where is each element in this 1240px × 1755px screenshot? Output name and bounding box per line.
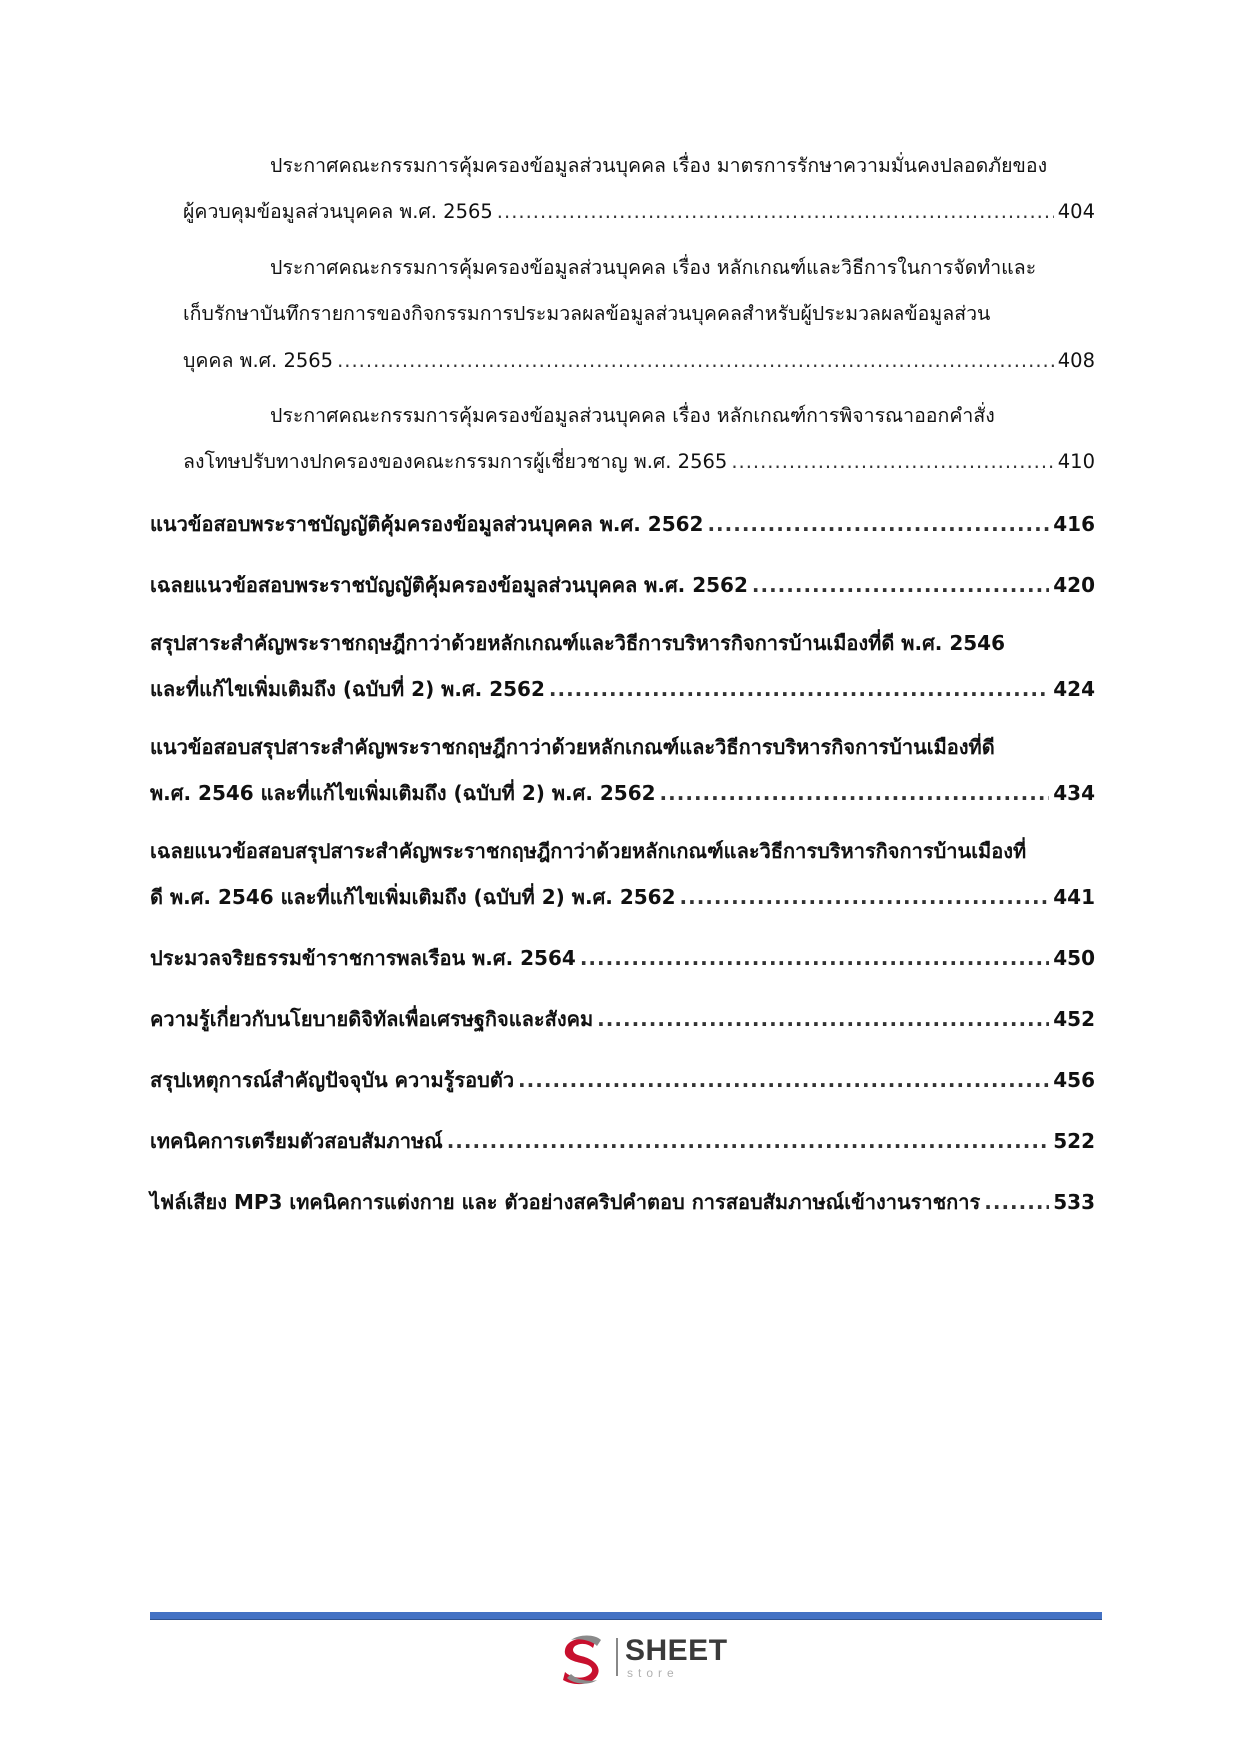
sheet-store-logo: [555, 1632, 728, 1688]
toc-entry-line: [150, 731, 1095, 771]
toc-entry-leader-line: [150, 942, 1095, 982]
toc-entry-leader-line: [183, 345, 1095, 385]
toc-entry-text: แนวข้อสอบพระราชบัญญัติคุ้มครองข้อมูลส่วนบุคคล พ.ศ. 2562: [150, 512, 704, 536]
dot-leader: [597, 1007, 1049, 1031]
toc-entry-text: ความรู้เกี่ยวกับนโยบายดิจิทัลเพื่อเศรษฐกิจและสังคม: [150, 1007, 594, 1031]
logo-brand: SHEET: [625, 1634, 728, 1667]
dot-leader: [549, 677, 1049, 701]
toc-entry-text: เก็บรักษาบันทึกรายการของกิจกรรมการประมวลผลข้อมูลส่วนบุคคลสำหรับผู้ประมวลผลข้อมูลส่วน: [183, 302, 991, 325]
toc-page-number: 441: [1053, 885, 1095, 909]
logo-brand-sub: store: [627, 1666, 679, 1680]
toc-entry-leader-line: [150, 1186, 1095, 1226]
toc-page-number: 450: [1053, 946, 1095, 970]
toc-entry-text: สรุปเหตุการณ์สำคัญปัจจุบัน ความรู้รอบตัว: [150, 1068, 515, 1092]
logo-separator: [616, 1638, 618, 1676]
dot-leader: [707, 512, 1049, 536]
toc-entry-text: ผู้ควบคุมข้อมูลส่วนบุคคล พ.ศ. 2565: [183, 200, 493, 223]
toc-page-number: 533: [1053, 1190, 1095, 1214]
toc-page-number: 522: [1053, 1129, 1095, 1153]
toc-entry-leader-line: [150, 1064, 1095, 1104]
dot-leader: [680, 885, 1050, 909]
toc-entry-text: ดี พ.ศ. 2546 และที่แก้ไขเพิ่มเติมถึง (ฉบับที่ 2) พ.ศ. 2562: [150, 885, 676, 909]
toc-page-number: 416: [1053, 512, 1095, 536]
toc-entry-leader-line: [150, 1125, 1095, 1165]
toc-entry-text: เทคนิคการเตรียมตัวสอบสัมภาษณ์: [150, 1129, 443, 1153]
toc-page-number: 410: [1057, 450, 1095, 473]
toc-entry-text: ประกาศคณะกรรมการคุ้มครองข้อมูลส่วนบุคคล เรื่อง หลักเกณฑ์และวิธีการในการจัดทำและ: [270, 256, 1037, 279]
toc-entry-line: [183, 298, 1095, 338]
toc-entry-leader-line: [150, 569, 1095, 609]
toc-entry-line: [150, 627, 1095, 667]
toc-entry-line: [150, 400, 1095, 440]
dot-leader: [731, 450, 1053, 473]
sheet-store-s-icon: [555, 1632, 611, 1688]
dot-leader: [752, 573, 1049, 597]
toc-entry-text: พ.ศ. 2546 และที่แก้ไขเพิ่มเติมถึง (ฉบับที่ 2) พ.ศ. 2562: [150, 781, 656, 805]
toc-entry-leader-line: [150, 777, 1095, 817]
toc-entry-leader-line: [150, 1003, 1095, 1043]
toc-entry-text: สรุปสาระสำคัญพระราชกฤษฎีกาว่าด้วยหลักเกณฑ์และวิธีการบริหารกิจการบ้านเมืองที่ดี พ.ศ. 2546: [150, 631, 1005, 655]
dot-leader: [497, 200, 1054, 223]
toc-entry-line: [150, 150, 1095, 190]
toc-entry-leader-line: [150, 508, 1095, 548]
toc-page-number: 452: [1053, 1007, 1095, 1031]
toc-entry-text: และที่แก้ไขเพิ่มเติมถึง (ฉบับที่ 2) พ.ศ. 2562: [150, 677, 545, 701]
toc-page-number: 434: [1053, 781, 1095, 805]
toc-entry-text: ประกาศคณะกรรมการคุ้มครองข้อมูลส่วนบุคคล เรื่อง มาตรการรักษาความมั่นคงปลอดภัยของ: [270, 154, 1048, 177]
toc-entry-text: ประกาศคณะกรรมการคุ้มครองข้อมูลส่วนบุคคล เรื่อง หลักเกณฑ์การพิจารณาออกคำสั่ง: [270, 404, 995, 427]
toc-page-number: 404: [1057, 200, 1095, 223]
toc-entry-line: [150, 252, 1095, 292]
dot-leader: [660, 781, 1050, 805]
toc-entry-text: ไฟล์เสียง MP3 เทคนิคการแต่งกาย และ ตัวอย่างสคริปคำตอบ การสอบสัมภาษณ์เข้างานราชการ: [150, 1190, 981, 1214]
toc-entry-text: บุคคล พ.ศ. 2565: [183, 349, 334, 372]
toc-page-number: 424: [1053, 677, 1095, 701]
toc-page-number: 420: [1053, 573, 1095, 597]
toc-entry-leader-line: [150, 881, 1095, 921]
toc-page-number: 456: [1053, 1068, 1095, 1092]
toc-entry-text: เฉลยแนวข้อสอบพระราชบัญญัติคุ้มครองข้อมูลส่วนบุคคล พ.ศ. 2562: [150, 573, 748, 597]
dot-leader: [447, 1129, 1050, 1153]
footer-divider: [150, 1612, 1102, 1620]
toc-entry-text: เฉลยแนวข้อสอบสรุปสาระสำคัญพระราชกฤษฎีกาว่าด้วยหลักเกณฑ์และวิธีการบริหารกิจการบ้านเมืองที่: [150, 839, 1027, 863]
toc-entry-text: ประมวลจริยธรรมข้าราชการพลเรือน พ.ศ. 2564: [150, 946, 576, 970]
dot-leader: [984, 1190, 1049, 1214]
toc-page-number: 408: [1057, 349, 1095, 372]
toc-entry-leader-line: [150, 673, 1095, 713]
dot-leader: [580, 946, 1049, 970]
dot-leader: [337, 349, 1054, 372]
toc-entry-text: แนวข้อสอบสรุปสาระสำคัญพระราชกฤษฎีกาว่าด้วยหลักเกณฑ์และวิธีการบริหารกิจการบ้านเมืองที่ดี: [150, 735, 995, 759]
toc-entry-line: [150, 835, 1095, 875]
dot-leader: [518, 1068, 1049, 1092]
toc-entry-text: ลงโทษปรับทางปกครองของคณะกรรมการผู้เชี่ยวชาญ พ.ศ. 2565: [183, 450, 728, 473]
toc-entry-leader-line: [183, 196, 1095, 236]
toc-entry-leader-line: [183, 446, 1095, 486]
